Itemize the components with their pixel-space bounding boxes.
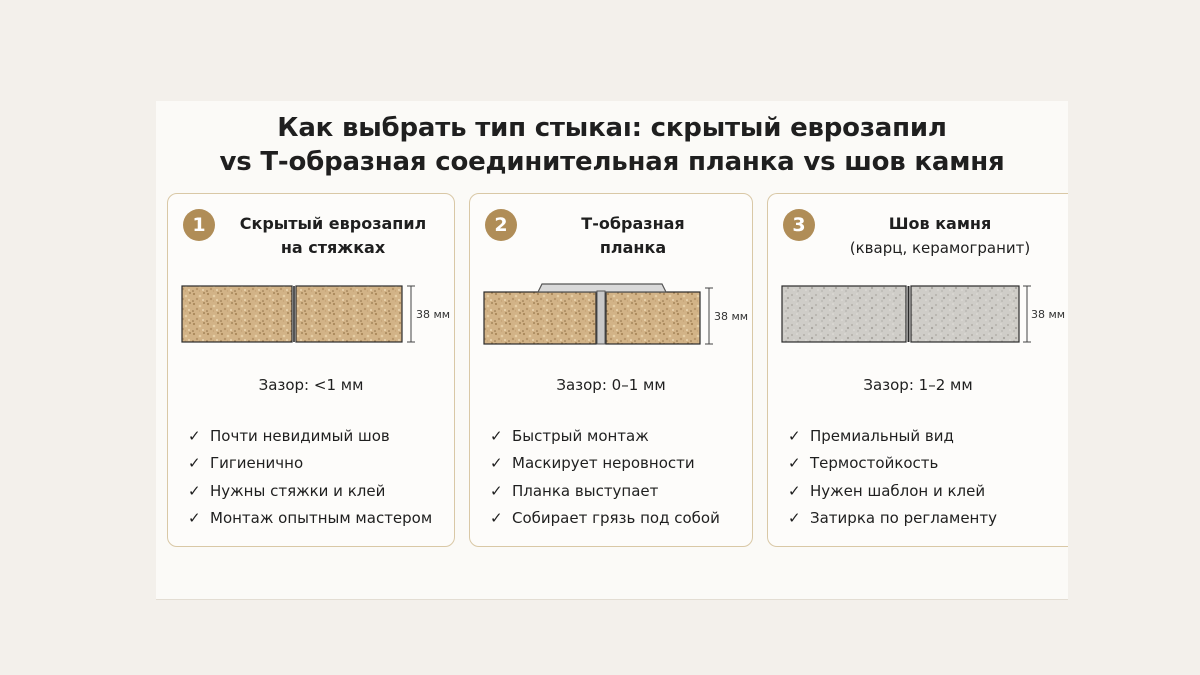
number-badge: 1: [183, 209, 215, 241]
card-title-line-1: Шов камня: [888, 214, 992, 233]
title-line-1: Как выбрать тип стыкаı: скрытый еврозапил: [277, 113, 947, 143]
card-eurosaw: [167, 193, 455, 547]
slab-right: [911, 286, 1019, 342]
list-item: ✓ Быстрый монтаж: [490, 426, 649, 445]
page-title: [156, 111, 1068, 179]
feature-list: [490, 422, 744, 532]
title-line-2: vs Т-образная соединительная планка vs шов камня: [219, 147, 1005, 177]
joint-drawing: [178, 282, 454, 346]
slab-left: [782, 286, 906, 342]
countertop-left: [484, 292, 596, 344]
check-icon: ✓: [490, 426, 503, 445]
card-title: [820, 212, 1060, 260]
gap-label: Зазор: <1 мм: [258, 376, 364, 394]
card-title-line-1: Т-обрaзная: [581, 214, 685, 233]
check-icon: ✓: [788, 481, 801, 500]
countertop-right: [606, 292, 700, 344]
card-title: [522, 212, 744, 260]
list-item: ✓ Маскирует неровности: [490, 454, 695, 473]
list-item: ✓ Затирка по регламенту: [788, 509, 997, 528]
thickness-label: 38 мм: [1031, 308, 1066, 321]
card-title-line-2: (кварц, керамогранит): [849, 239, 1031, 257]
check-icon: ✓: [188, 426, 201, 445]
list-item: ✓ Термостойкость: [788, 454, 939, 473]
check-icon: ✓: [788, 426, 801, 445]
card-stone-seam: [767, 193, 1068, 547]
gap-label: Зазор: 0–1 мм: [556, 376, 666, 394]
list-item: ✓ Монтаж опытным мастером: [188, 509, 433, 528]
check-icon: ✓: [490, 454, 503, 473]
number-badge: 3: [783, 209, 815, 241]
check-icon: ✓: [788, 454, 801, 473]
thickness-dimension: [705, 288, 713, 344]
thickness-dimension: [1023, 286, 1031, 342]
thickness-label: 38 мм: [714, 310, 749, 323]
card-title: [220, 212, 446, 260]
check-icon: ✓: [188, 481, 201, 500]
list-item: ✓ Премиальный вид: [788, 426, 954, 445]
check-icon: ✓: [188, 454, 201, 473]
countertop-right: [296, 286, 402, 342]
card-title-line-2: на стяжках: [280, 238, 386, 257]
check-icon: ✓: [188, 509, 201, 528]
list-item: ✓ Почти невидимый шов: [188, 426, 390, 445]
feature-list: [788, 422, 1060, 532]
list-item: ✓ Планка выступает: [490, 481, 659, 500]
countertop-left: [182, 286, 292, 342]
thickness-dimension: [407, 286, 415, 342]
feature-list: [188, 422, 446, 532]
joint-drawing: [778, 282, 1068, 346]
list-item: ✓ Собирает грязь под собой: [490, 509, 720, 528]
thickness-label: 38 мм: [416, 308, 451, 321]
check-icon: ✓: [490, 509, 503, 528]
joint-drawing: [480, 282, 752, 346]
card-title-line-2: планка: [599, 238, 667, 257]
check-icon: ✓: [490, 481, 503, 500]
card-t-strip: [469, 193, 753, 547]
list-item: ✓ Нужны стяжки и клей: [188, 481, 386, 500]
gap-label: Зазор: 1–2 мм: [863, 376, 973, 394]
infographic-panel: [156, 101, 1068, 600]
number-badge: 2: [485, 209, 517, 241]
list-item: ✓ Нужен шаблон и клей: [788, 481, 986, 500]
list-item: ✓ Гигиенично: [188, 454, 304, 473]
check-icon: ✓: [788, 509, 801, 528]
card-title-line-1: Скрытый еврозапил: [239, 214, 427, 233]
